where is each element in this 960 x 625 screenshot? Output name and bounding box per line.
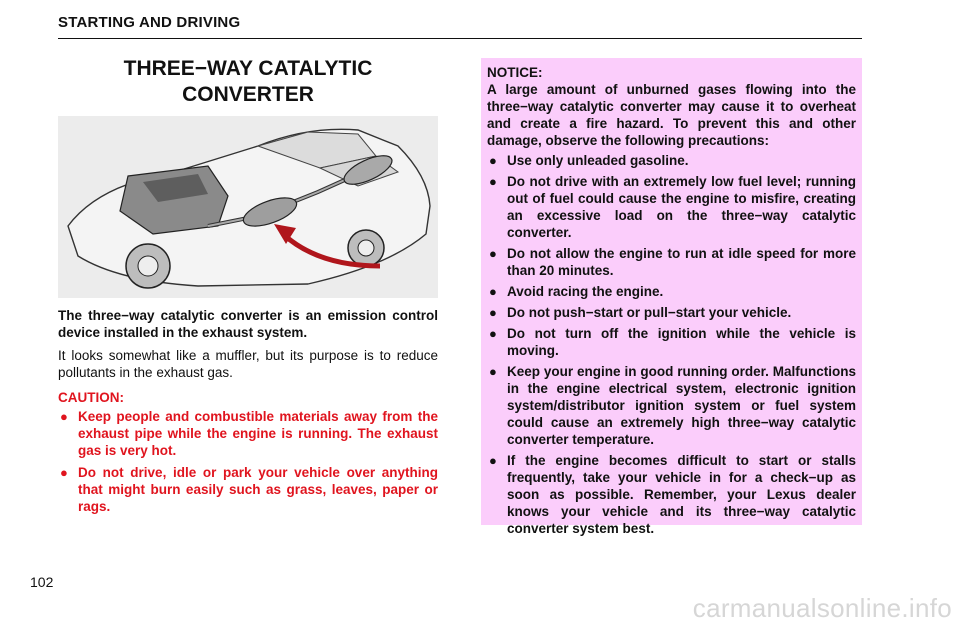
bullet-icon: ● — [489, 326, 497, 341]
notice-item: ● Keep your engine in good running order. Malfunctions in the engine electrical system, electronic ignition system/distributor ignition system or fuel system could cause an extremely high three−way catalytic converter temperature. — [489, 364, 856, 447]
caution-block — [58, 389, 438, 515]
page-number: 102 — [30, 574, 54, 590]
notice-item: ● Do not turn off the ignition while the vehicle is moving. — [489, 326, 856, 358]
caution-label: CAUTION: — [58, 390, 124, 405]
notice-item: ● Do not drive with an extremely low fuel level; running out of fuel could cause the engine to misfire, creating an excessive load on the three−way catalytic converter. — [489, 174, 856, 240]
bullet-icon: ● — [489, 246, 497, 261]
notice-item: ● Do not allow the engine to run at idle speed for more than 20 minutes. — [489, 246, 856, 278]
caution-item: ● Keep people and combustible materials away from the exhaust pipe while the engine is running. The exhaust gas is very hot. — [60, 409, 438, 458]
bullet-icon: ● — [489, 174, 497, 189]
left-column — [58, 56, 438, 108]
bullet-icon: ● — [489, 305, 497, 320]
bullet-icon: ● — [489, 153, 497, 168]
page-title-line-1: THREE−WAY CATALYTIC — [123, 57, 373, 80]
notice-list — [487, 152, 856, 537]
watermark: carmanualsonline.info — [692, 593, 952, 623]
notice-text: A large amount of unburned gases flowing into the three−way catalytic converter may cause it to overheat and create a fire hazard. To prevent this and other damage, observe the following precautions: — [487, 82, 856, 148]
caution-list — [58, 408, 438, 515]
car-exhaust-system-illustration — [58, 116, 438, 298]
notice-item: ● Do not push−start or pull−start your vehicle. — [489, 305, 792, 320]
page-title-line-2: CONVERTER — [182, 83, 314, 106]
intro-section — [58, 307, 438, 520]
header-divider — [58, 38, 862, 39]
bullet-icon: ● — [489, 284, 497, 299]
page-title — [58, 56, 438, 108]
caution-item: ● Do not drive, idle or park your vehicle over anything that might burn easily such as grass, leaves, paper or rags. — [60, 465, 438, 514]
bullet-icon: ● — [60, 409, 68, 424]
intro-bold-text: The three−way catalytic converter is an emission control device installed in the exhaust system. — [58, 308, 438, 340]
notice-box — [481, 58, 862, 536]
bullet-icon: ● — [489, 453, 497, 468]
notice-item: ● Use only unleaded gasoline. — [489, 153, 689, 168]
notice-item: ● Avoid racing the engine. — [489, 284, 664, 299]
bullet-icon: ● — [489, 364, 497, 379]
intro-normal-text: It looks somewhat like a muffler, but its purpose is to reduce pollutants in the exhaust gas. — [58, 348, 438, 380]
notice-item: ● If the engine becomes difficult to start or stalls frequently, take your vehicle in for a check−up as soon as possible. Remember, your Lexus dealer knows your vehicle and its three−way catalytic converter system best. — [489, 453, 856, 536]
bullet-icon: ● — [60, 465, 68, 480]
notice-label: NOTICE: — [487, 65, 543, 80]
section-header: STARTING AND DRIVING — [58, 14, 241, 31]
